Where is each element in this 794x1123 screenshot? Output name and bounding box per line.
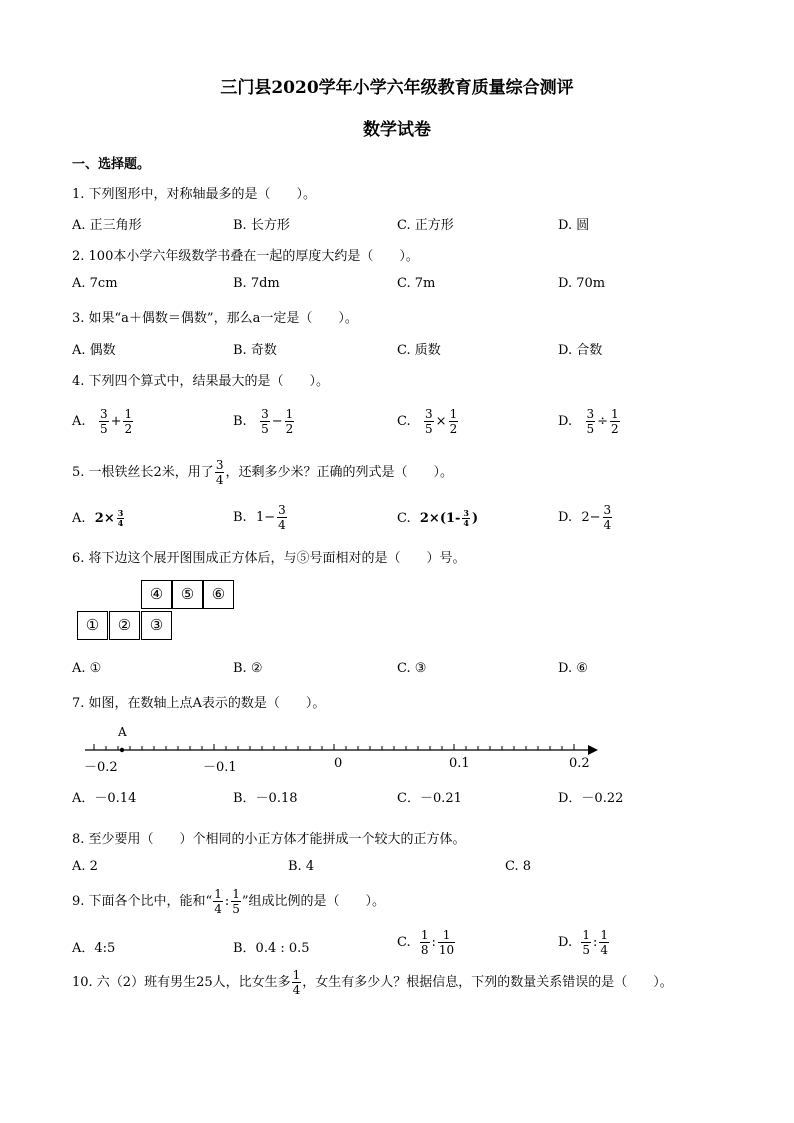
fraction: $\frac{3}{4}$ (603, 503, 612, 532)
operator: + (110, 414, 122, 429)
option-label: C. (397, 935, 411, 950)
fraction: $\frac{1}{2}$ (449, 407, 458, 436)
q4-option-d[interactable] (558, 407, 621, 436)
q9-option-d[interactable] (558, 928, 610, 957)
q6-option-c[interactable]: C. ③ (397, 661, 427, 676)
ratio-sign: : (431, 935, 436, 950)
question-5-stem (72, 458, 453, 487)
question-4-stem: 4. 下列四个算式中，结果最大的是（ ）。 (72, 374, 330, 389)
ratio-sign: : (593, 935, 598, 950)
fraction: $\frac{3}{4}$ (215, 458, 224, 487)
q3-option-a[interactable]: A. 偶数 (72, 343, 116, 358)
q2-option-d[interactable]: D. 70m (558, 276, 606, 291)
fraction: $\frac{3}{5}$ (99, 407, 108, 436)
page-subtitle: 数学试卷 (363, 120, 431, 140)
stem-text: 5. 一根铁丝长2米，用了 (72, 465, 214, 480)
q1-option-b[interactable]: B. 长方形 (233, 218, 290, 233)
q9-option-c[interactable] (397, 928, 456, 957)
q4-option-b[interactable] (233, 407, 295, 436)
page-title: 三门县2020学年小学六年级教育质量综合测评 (220, 78, 574, 98)
q7-option-a[interactable]: A．－0.14 (72, 791, 137, 806)
stem-text: ”组成比例的是（ ）。 (241, 894, 386, 909)
operator: × (435, 414, 447, 429)
q6-option-d[interactable]: D. ⑥ (558, 661, 588, 676)
q4-option-a[interactable] (72, 407, 134, 436)
stem-text: 10. 六（2）班有男生25人，比女生多 (72, 975, 291, 990)
q6-option-a[interactable]: A. ① (72, 661, 102, 676)
q5-option-a[interactable] (72, 509, 125, 528)
q1-option-a[interactable]: A. 正三角形 (72, 218, 142, 233)
tick-marks (94, 744, 574, 750)
fraction: $\frac{1}{10}$ (438, 928, 455, 957)
tick-label-neg-0-2: －0.2 (84, 760, 118, 775)
q2-option-b[interactable]: B. 7dm (233, 276, 280, 291)
fraction: $\frac{3}{5}$ (425, 407, 433, 436)
q9-option-b[interactable]: B．0.4 : 0.5 (233, 941, 310, 956)
tick-label-neg-0-1: －0.1 (203, 760, 237, 775)
fraction: $\frac{1}{4}$ (292, 968, 301, 997)
number-line (80, 720, 610, 780)
q2-option-c[interactable]: C. 7m (397, 276, 436, 291)
option-label: B. (233, 510, 247, 525)
fraction: $\frac{1}{5}$ (582, 928, 590, 957)
option-label: A. (72, 511, 86, 526)
fraction: $\frac{1}{2}$ (124, 407, 133, 436)
expression-text: ) (472, 511, 479, 526)
q8-option-a[interactable]: A. 2 (72, 859, 98, 874)
question-7-stem: 7. 如图，在数轴上点A表示的数是（ ）。 (72, 696, 326, 711)
tick-label-0-2: 0.2 (569, 756, 590, 771)
point-a-label: A (118, 725, 127, 739)
arrow-icon (588, 745, 598, 755)
fraction: $\frac{1}{2}$ (285, 407, 294, 436)
expression-text: 2− (581, 510, 601, 525)
fraction: $\frac{3}{4}$ (278, 503, 286, 532)
fraction: $\frac{1}{4}$ (600, 928, 609, 957)
fraction: $\frac{3}{4}$ (463, 508, 469, 528)
q1-option-d[interactable]: D. 圆 (558, 218, 590, 233)
net-face-5: ⑤ (172, 580, 203, 609)
q3-option-d[interactable]: D. 合数 (558, 343, 603, 358)
net-face-2: ② (109, 611, 140, 640)
question-10-stem (72, 968, 673, 997)
question-9-stem (72, 887, 385, 916)
expression-text: 2×(1- (419, 511, 461, 526)
stem-text: 9. 下面各个比中，能和“ (72, 894, 213, 909)
point-a (120, 748, 124, 752)
fraction: $\frac{1}{5}$ (232, 887, 240, 916)
fraction: $\frac{3}{5}$ (586, 407, 595, 436)
option-label: C. (397, 511, 411, 526)
question-6-stem: 6. 将下边这个展开图围成正方体后，与⑤号面相对的是（ ）号。 (72, 551, 466, 566)
q5-option-b[interactable] (233, 503, 288, 532)
operator: ÷ (597, 414, 609, 429)
net-face-6: ⑥ (203, 580, 234, 609)
q4-option-c[interactable] (397, 407, 459, 436)
fraction: $\frac{1}{8}$ (420, 928, 429, 957)
stem-text: ，还剩多少米？正确的列式是（ ）。 (225, 465, 453, 480)
stem-text: ，女生有多少人？根据信息，下列的数量关系错误的是（ ）。 (302, 975, 673, 990)
q5-option-d[interactable] (558, 503, 613, 532)
option-label: A. (72, 414, 86, 429)
q3-option-b[interactable]: B. 奇数 (233, 343, 277, 358)
question-1-stem: 1. 下列图形中，对称轴最多的是（ ）。 (72, 187, 317, 202)
q7-option-d[interactable]: D．－0.22 (558, 791, 624, 806)
section-title: 一、选择题。 (72, 157, 151, 172)
q9-option-a[interactable]: A．4:5 (72, 941, 116, 956)
q3-option-c[interactable]: C. 质数 (397, 343, 441, 358)
q8-option-c[interactable]: C. 8 (505, 859, 532, 874)
option-label: D. (558, 935, 573, 950)
expression-text: 2× (94, 511, 115, 526)
fraction: $\frac{1}{4}$ (214, 887, 222, 916)
expression-text: 1− (255, 510, 276, 525)
question-3-stem: 3. 如果“a＋偶数＝偶数”，那么a一定是（ ）。 (72, 311, 358, 326)
ratio-sign: : (224, 894, 230, 909)
fraction: $\frac{3}{4}$ (117, 508, 124, 528)
fraction: $\frac{3}{5}$ (261, 407, 269, 436)
operator: − (271, 414, 283, 429)
q2-option-a[interactable]: A. 7cm (72, 276, 118, 291)
net-face-4: ④ (141, 580, 172, 609)
net-face-3: ③ (141, 611, 172, 640)
option-label: C. (397, 414, 411, 429)
q5-option-c[interactable] (397, 509, 479, 528)
q7-option-b[interactable]: B．－0.18 (233, 791, 298, 806)
tick-label-0: 0 (334, 756, 343, 771)
tick-label-0-1: 0.1 (449, 756, 470, 771)
option-label: B. (233, 414, 247, 429)
q7-option-c[interactable]: C．－0.21 (397, 791, 462, 806)
net-face-1: ① (77, 611, 108, 640)
q6-option-b[interactable]: B. ② (233, 661, 263, 676)
question-2-stem: 2. 100本小学六年级数学书叠在一起的厚度大约是（ ）。 (72, 249, 419, 264)
fraction: $\frac{1}{2}$ (611, 407, 619, 436)
q8-option-b[interactable]: B. 4 (288, 859, 315, 874)
option-label: D. (558, 510, 573, 525)
option-label: D. (558, 414, 573, 429)
q1-option-c[interactable]: C. 正方形 (397, 218, 454, 233)
question-8-stem: 8. 至少要用（ ）个相同的小正方体才能拼成一个较大的正方体。 (72, 832, 466, 847)
